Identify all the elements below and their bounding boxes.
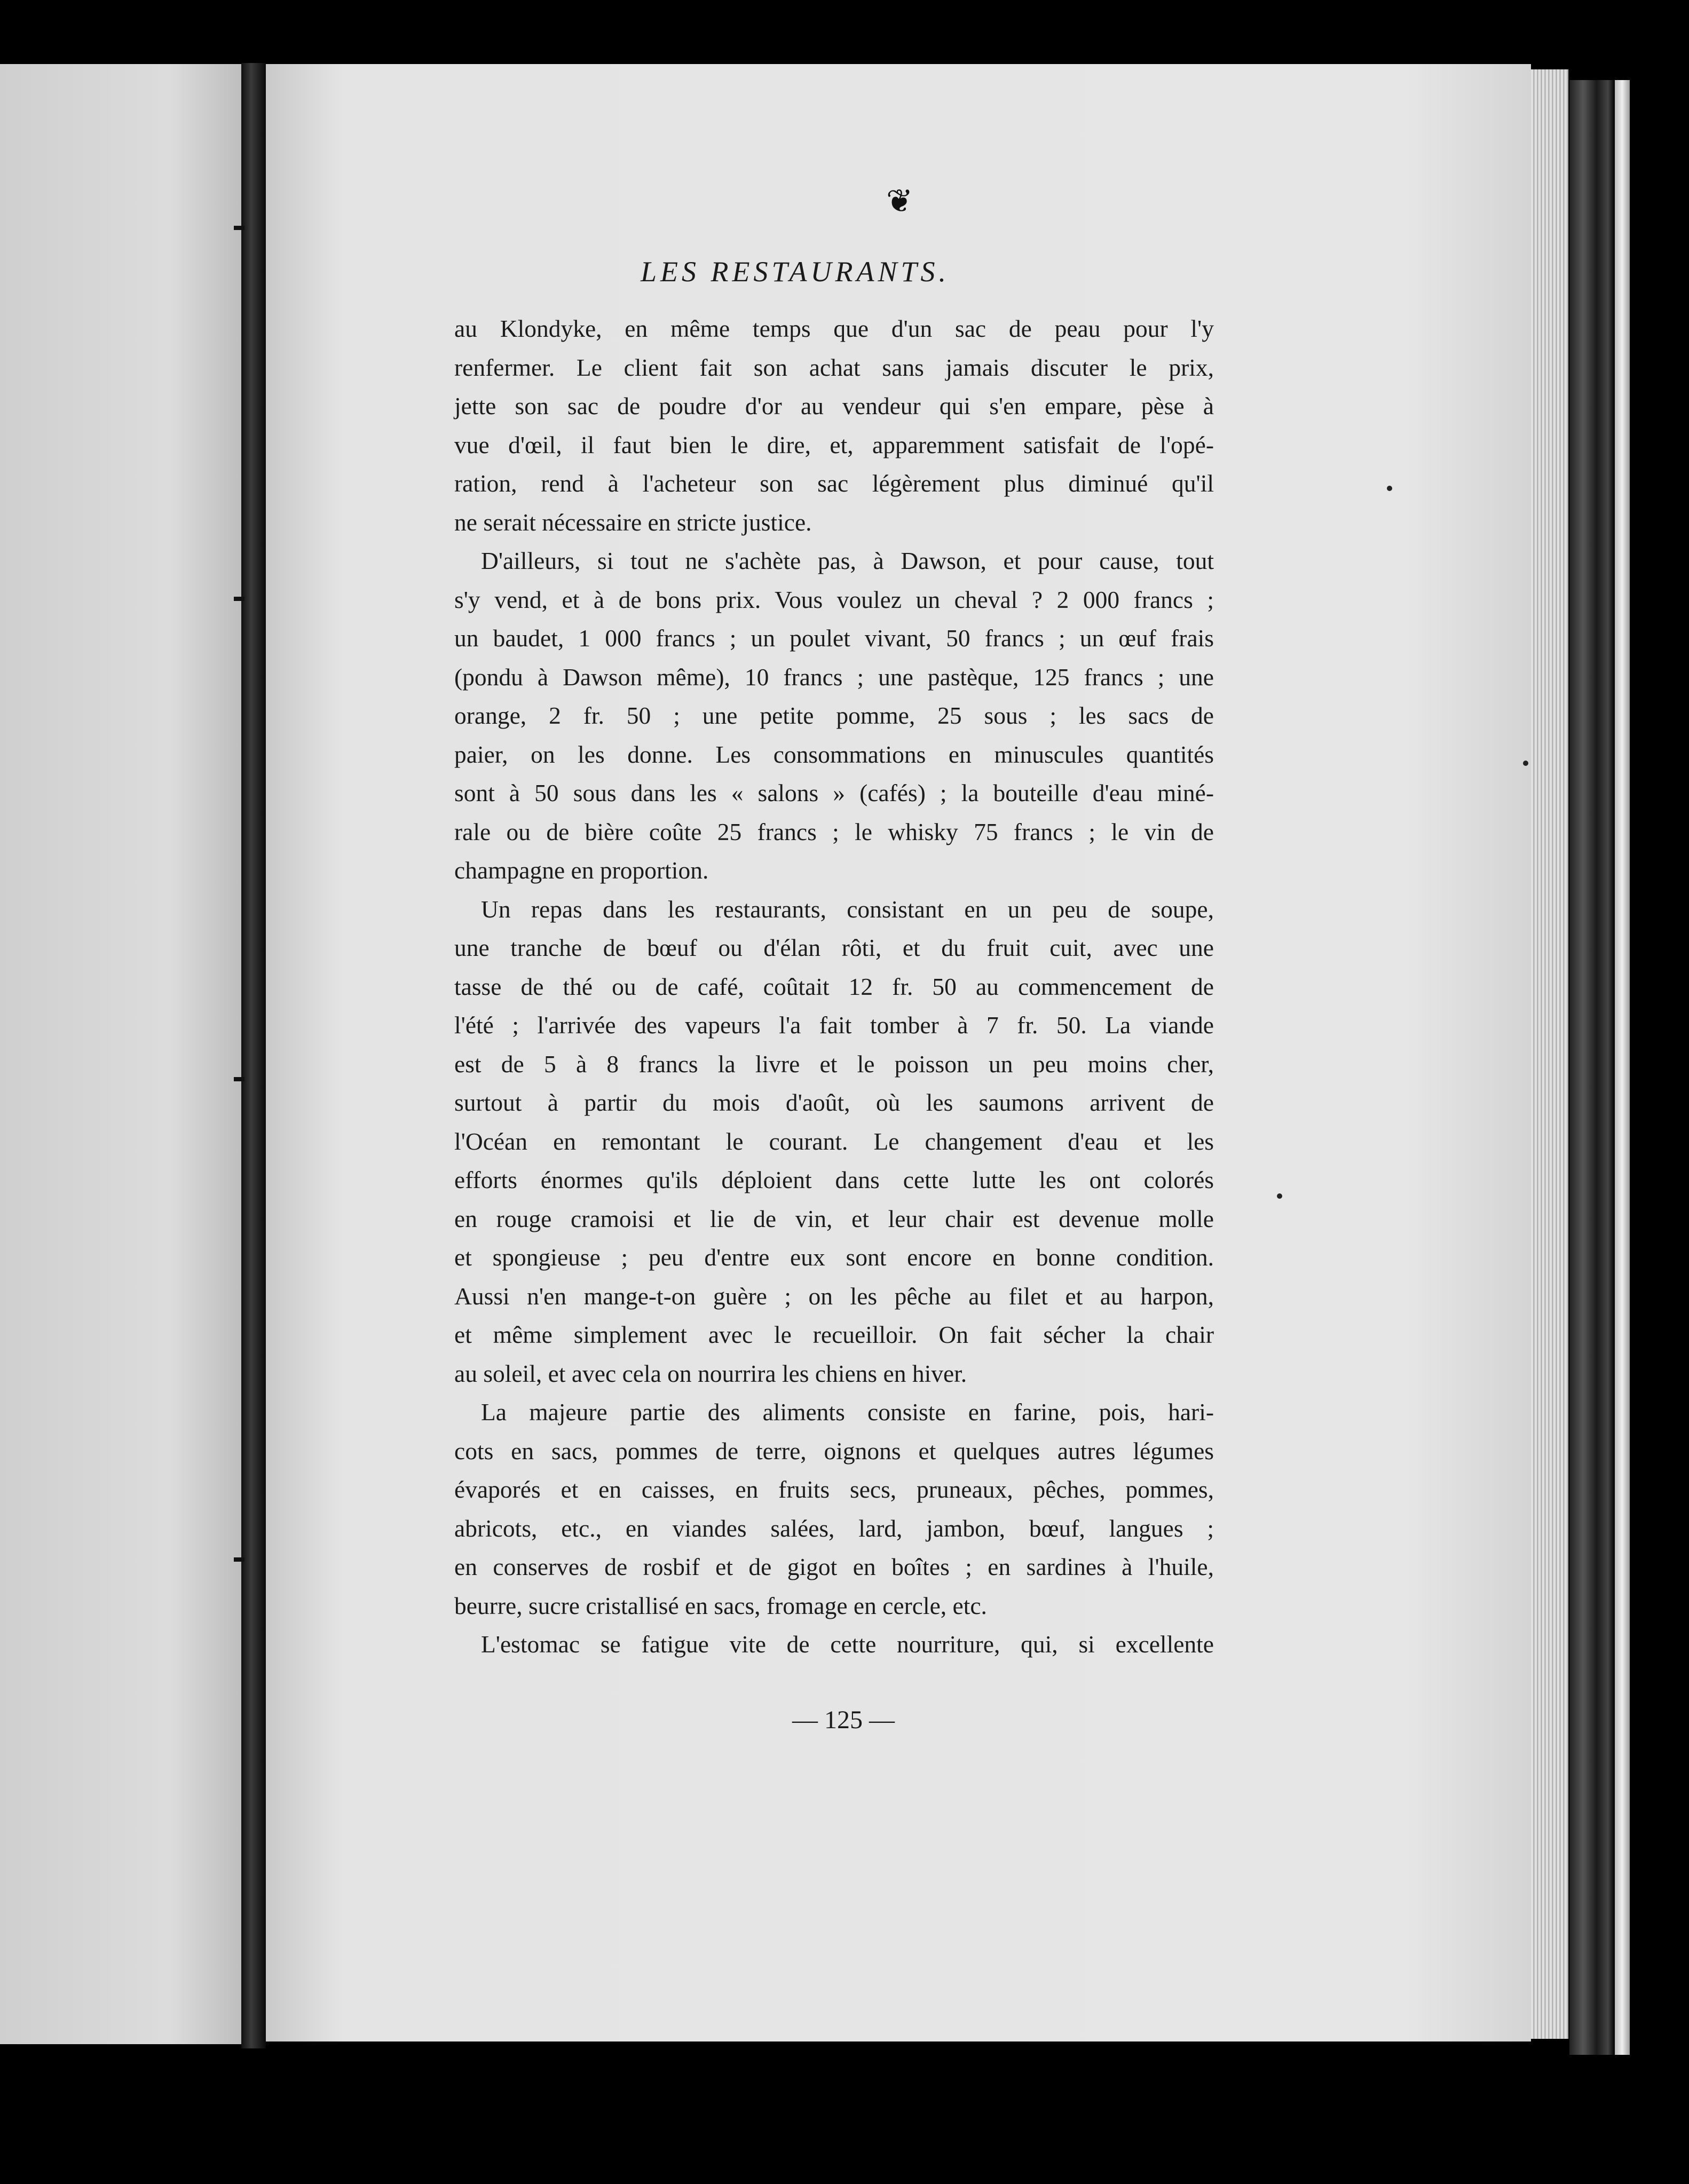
text-line: une tranche de bœuf ou d'élan rôti, et du fruit cuit, avec une: [454, 934, 1214, 961]
running-head: LES RESTAURANTS.: [641, 256, 950, 288]
text-line: orange, 2 fr. 50 ; une petite pomme, 25 sous ; les sacs de: [454, 702, 1214, 729]
left-page: [0, 64, 243, 2044]
text-line: tasse de thé ou de café, coûtait 12 fr. 50 au commencement de: [454, 972, 1214, 1000]
text-line: La majeure partie des aliments consiste en farine, pois, hari-: [481, 1398, 1214, 1426]
binding-tick: [234, 1557, 244, 1562]
text-line: abricots, etc., en viandes salées, lard, jambon, bœuf, langues ;: [454, 1514, 1214, 1542]
book-board-edge: [1615, 80, 1630, 2055]
text-line: Aussi n'en mange-t-on guère ; on les pêche au filet et au harpon,: [454, 1282, 1214, 1310]
text-line: beurre, sucre cristallisé en sacs, fromage en cercle, etc.: [454, 1592, 987, 1619]
ornament-icon: ❦: [886, 184, 913, 219]
text-line: en conserves de rosbif et de gigot en boîtes ; en sardines à l'huile,: [454, 1553, 1214, 1580]
text-line: sont à 50 sous dans les « salons » (cafés) ; la bouteille d'eau miné-: [454, 779, 1214, 806]
binding-tick: [234, 1077, 244, 1081]
binding-tick: [234, 226, 244, 230]
text-line: L'estomac se fatigue vite de cette nourriture, qui, si excellente: [481, 1631, 1214, 1658]
text-line: efforts énormes qu'ils déploient dans cette lutte les ont colorés: [454, 1166, 1214, 1193]
paragraph: [454, 1393, 1214, 1625]
text-line: l'été ; l'arrivée des vapeurs l'a fait tomber à 7 fr. 50. La viande: [454, 1011, 1214, 1039]
text-line: est de 5 à 8 francs la livre et le poisson un peu moins cher,: [454, 1050, 1214, 1078]
paragraph: [454, 890, 1214, 1394]
page-number: — 125 —: [792, 1706, 895, 1734]
binding-tick: [234, 597, 244, 601]
paper-speck: [1523, 761, 1528, 766]
page-edges: [1531, 69, 1568, 2039]
text-line: D'ailleurs, si tout ne s'achète pas, à Dawson, et pour cause, tout: [481, 547, 1214, 574]
text-line: jette son sac de poudre d'or au vendeur qui s'en empare, pèse à: [454, 392, 1214, 420]
text-line: évaporés et en caisses, en fruits secs, pruneaux, pêches, pommes,: [454, 1476, 1214, 1503]
text-line: surtout à partir du mois d'août, où les saumons arrivent de: [454, 1089, 1214, 1116]
text-line: en rouge cramoisi et lie de vin, et leur chair est devenue molle: [454, 1205, 1214, 1232]
text-line: vue d'œil, il faut bien le dire, et, apparemment satisfait de l'opé-: [454, 431, 1214, 458]
text-line: paier, on les donne. Les consommations en minuscules quantités: [454, 740, 1214, 768]
text-line: au soleil, et avec cela on nourrira les chiens en hiver.: [454, 1359, 967, 1387]
text-line: s'y vend, et à de bons prix. Vous voulez un cheval ? 2 000 francs ;: [454, 585, 1214, 613]
body-text: [454, 310, 1214, 1664]
paper-speck: [1387, 486, 1392, 491]
text-line: et spongieuse ; peu d'entre eux sont encore en bonne condition.: [454, 1244, 1214, 1271]
text-line: cots en sacs, pommes de terre, oignons et quelques autres légumes: [454, 1437, 1214, 1465]
text-line: un baudet, 1 000 francs ; un poulet vivant, 50 francs ; un œuf frais: [454, 624, 1214, 652]
paragraph: [454, 1625, 1214, 1664]
text-line: renfermer. Le client fait son achat sans jamais discuter le prix,: [454, 353, 1214, 381]
text-line: l'Océan en remontant le courant. Le changement d'eau et les: [454, 1127, 1214, 1155]
text-line: rale ou de bière coûte 25 francs ; le whisky 75 francs ; le vin de: [454, 818, 1214, 845]
paragraph: [454, 542, 1214, 890]
paper-speck: [1277, 1193, 1282, 1199]
text-line: et même simplement avec le recueilloir. On fait sécher la chair: [454, 1321, 1214, 1348]
text-line: au Klondyke, en même temps que d'un sac de peau pour l'y: [454, 315, 1214, 342]
text-line: Un repas dans les restaurants, consistant en un peu de soupe,: [481, 895, 1214, 923]
text-line: ration, rend à l'acheteur son sac légèrement plus diminué qu'il: [454, 470, 1214, 497]
text-line: champagne en proportion.: [454, 857, 709, 884]
text-line: ne serait nécessaire en stricte justice.: [454, 508, 812, 536]
text-line: (pondu à Dawson même), 10 francs ; une pastèque, 125 francs ; une: [454, 663, 1214, 691]
paragraph: [454, 310, 1214, 542]
book-cover-edge: [1569, 80, 1615, 2055]
book-spine: [241, 63, 266, 2048]
